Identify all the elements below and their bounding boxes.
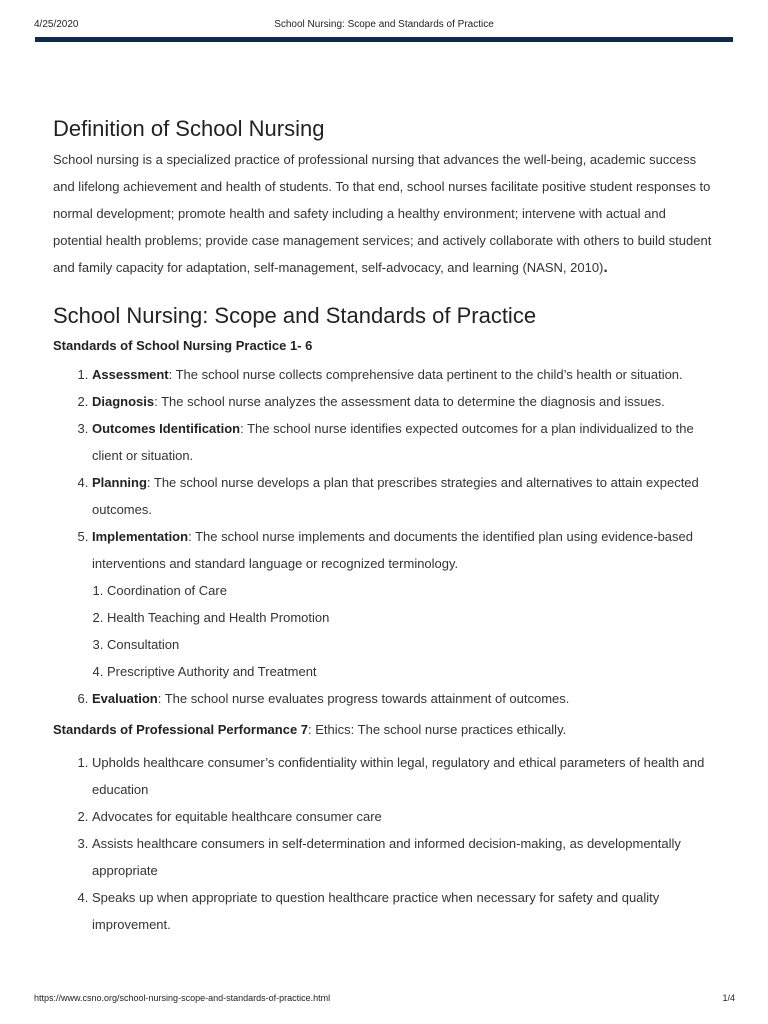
- header-date: 4/25/2020: [34, 19, 79, 30]
- standard-term: Evaluation: [92, 691, 158, 706]
- list-item: [92, 469, 718, 523]
- standard-text: : The school nurse collects comprehensive data pertinent to the child’s health or situation.: [168, 367, 683, 382]
- performance-standard: [53, 716, 718, 743]
- header-title: School Nursing: Scope and Standards of Practice: [274, 19, 494, 30]
- list-item: 2. Advocates for equitable healthcare consumer care: [92, 803, 718, 830]
- practice-subheading: Standards of School Nursing Practice 1- 6: [53, 338, 313, 353]
- list-item: 2. Health Teaching and Health Promotion: [107, 604, 718, 631]
- standard-text: : The school nurse implements and documents the identified plan using evidence-based interventions and standard language or recognized terminology.: [92, 529, 693, 571]
- list-item: [92, 388, 718, 415]
- standard-term: Implementation: [92, 529, 189, 544]
- list-item: [92, 361, 718, 388]
- definition-text: School nursing is a specialized practice of professional nursing that advances the well-being, academic success and lifelong achievement and health of students. To that end, school nurses facilitate positive student responses to normal development; promote health and safety including a healthy environment; intervene with actual and potential health problems; provide case management services; and actively collaborate with others to build student and family capacity for adaptation, self-management, self-advocacy, and learning (NASN, 2010): [53, 152, 712, 275]
- standard-term: Assessment: [92, 367, 169, 382]
- ethics-list: [53, 749, 718, 938]
- performance-heading: Standards of Professional Performance 7: [53, 722, 309, 737]
- list-item: 4. Prescriptive Authority and Treatment: [107, 658, 718, 685]
- footer-url: https://www.csno.org/school-nursing-scope-and-standards-of-practice.html: [34, 993, 331, 1003]
- definition-paragraph: [53, 146, 718, 281]
- standard-term: Outcomes Identification: [92, 421, 241, 436]
- definition-period: .: [603, 259, 608, 276]
- page-number: 1/4: [722, 993, 735, 1003]
- standard-term: Diagnosis: [92, 394, 155, 409]
- list-item: 3. Assists healthcare consumers in self-determination and informed decision-making, as developmentally appropriate: [92, 830, 718, 884]
- implementation-sublist: [92, 577, 718, 685]
- list-item: 1. Coordination of Care: [107, 577, 718, 604]
- list-item: [92, 685, 718, 712]
- definition-heading: Definition of School Nursing: [53, 116, 325, 141]
- standard-text: : The school nurse analyzes the assessment data to determine the diagnosis and issues.: [154, 394, 665, 409]
- standard-text: : The school nurse develops a plan that prescribes strategies and alternatives to attain expected outcomes.: [92, 475, 699, 517]
- list-item: 4. Speaks up when appropriate to question healthcare practice when necessary for safety and quality improvement.: [92, 884, 718, 938]
- standard-text: : The school nurse evaluates progress towards attainment of outcomes.: [157, 691, 570, 706]
- list-item: 1. Upholds healthcare consumer’s confidentiality within legal, regulatory and ethical parameters of health and education: [92, 749, 718, 803]
- list-item: [92, 415, 718, 469]
- scope-heading: School Nursing: Scope and Standards of Practice: [53, 303, 537, 328]
- list-item: 3. Consultation: [107, 631, 718, 658]
- page-content: [53, 112, 718, 938]
- performance-text: : Ethics: The school nurse practices ethically.: [308, 722, 567, 737]
- header-rule: [35, 37, 733, 42]
- standard-term: Planning: [92, 475, 147, 490]
- list-item: [92, 523, 718, 685]
- standards-list: [53, 361, 718, 712]
- standard-text: : The school nurse identifies expected outcomes for a plan individualized to the client or situation.: [92, 421, 694, 463]
